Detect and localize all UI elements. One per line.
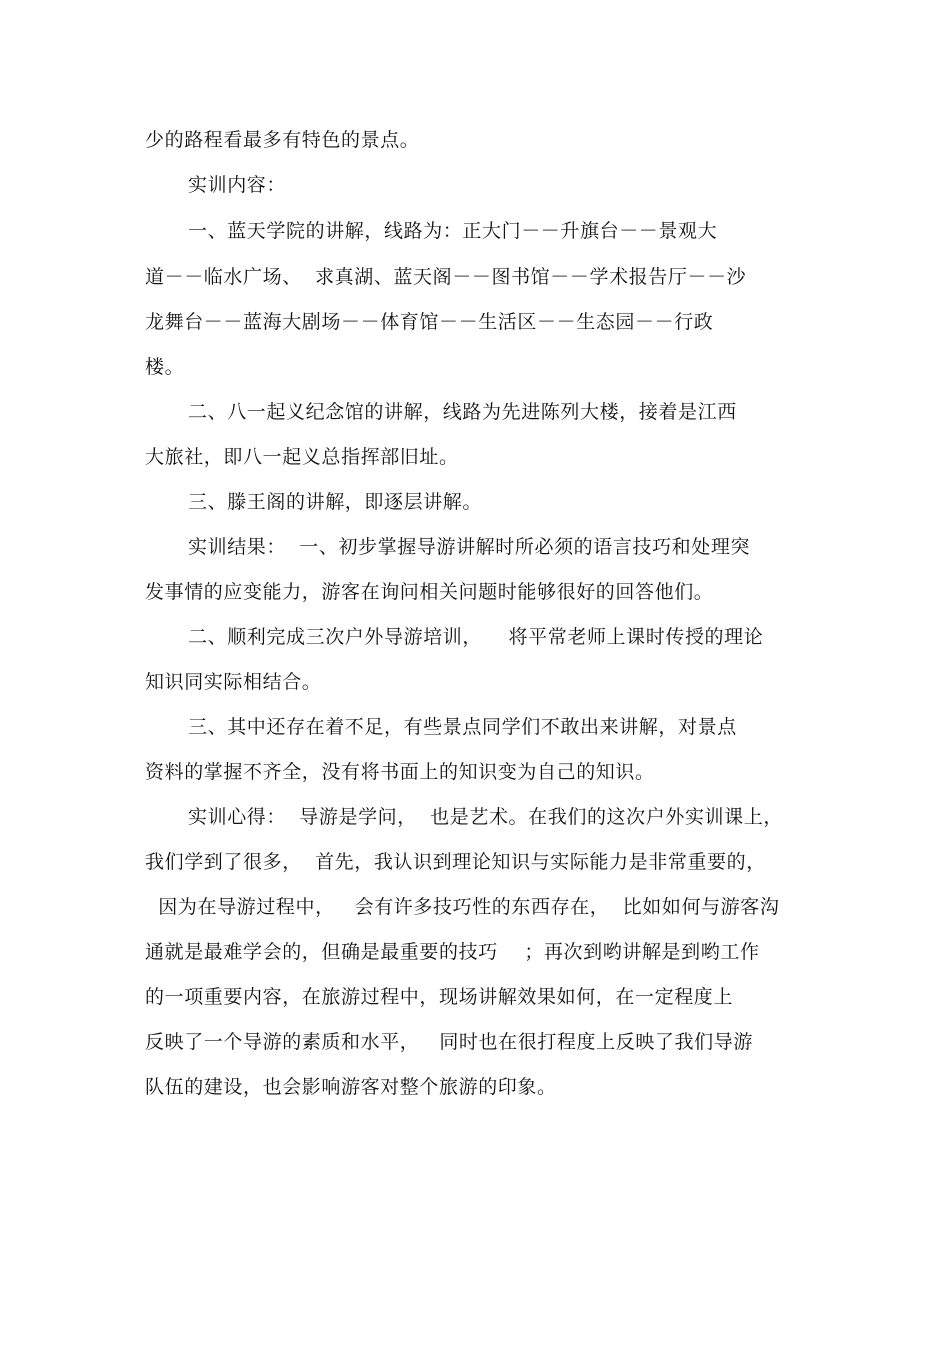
text-line-12: 二、顺利完成三次户外导游培训， 将平常老师上课时传授的理论 — [188, 626, 764, 648]
text-line-11: 发事情的应变能力，游客在询问相关问题时能够很好的回答他们。 — [145, 581, 714, 603]
text-line-20: 的一项重要内容，在旅游过程中，现场讲解效果如何，在一定程度上 — [145, 986, 734, 1008]
text-line-1: 少的路程看最多有特色的景点。 — [145, 129, 420, 151]
text-line-9: 三、滕王阁的讲解，即逐层讲解。 — [188, 491, 483, 513]
text-line-5: 龙舞台－－蓝海大剧场－－体育馆－－生活区－－生态园－－行政 — [145, 311, 714, 333]
section-heading-reflection: 实训心得： 导游是学问， 也是艺术。在我们的这次户外实训课上， — [188, 806, 783, 828]
text-line-21: 反映了一个导游的素质和水平， 同时也在很打程度上反映了我们导游 — [145, 1031, 753, 1053]
text-line-7: 二、八一起义纪念馆的讲解，线路为先进陈列大楼，接着是江西 — [188, 401, 737, 423]
text-line-15: 资料的掌握不齐全，没有将书面上的知识变为自己的知识。 — [145, 761, 655, 783]
text-line-13: 知识同实际相结合。 — [145, 671, 322, 693]
text-line-18: 因为在导游过程中， 会有许多技巧性的东西存在， 比如如何与游客沟 — [145, 896, 780, 918]
text-line-19: 通就是最难学会的，但确是最重要的技巧 ；再次到哟讲解是到哟工作 — [145, 941, 760, 963]
section-heading-content: 实训内容： — [188, 174, 287, 196]
text-line-22: 队伍的建设，也会影响游客对整个旅游的印象。 — [145, 1076, 557, 1098]
text-line-6: 楼。 — [145, 356, 185, 378]
text-line-14: 三、其中还存在着不足，有些景点同学们不敢出来讲解，对景点 — [188, 716, 737, 738]
text-line-17: 我们学到了很多， 首先，我认识到理论知识与实际能力是非常重要的， — [145, 851, 766, 873]
text-line-3: 一、蓝天学院的讲解，线路为：正大门－－升旗台－－景观大 — [188, 220, 718, 242]
section-heading-results: 实训结果： 一、初步掌握导游讲解时所必须的语言技巧和处理突 — [188, 536, 751, 558]
text-line-4: 道－－临水广场、 求真湖、蓝天阁－－图书馆－－学术报告厅－－沙 — [145, 266, 747, 288]
text-line-8: 大旅社，即八一起义总指挥部旧址。 — [145, 446, 459, 468]
